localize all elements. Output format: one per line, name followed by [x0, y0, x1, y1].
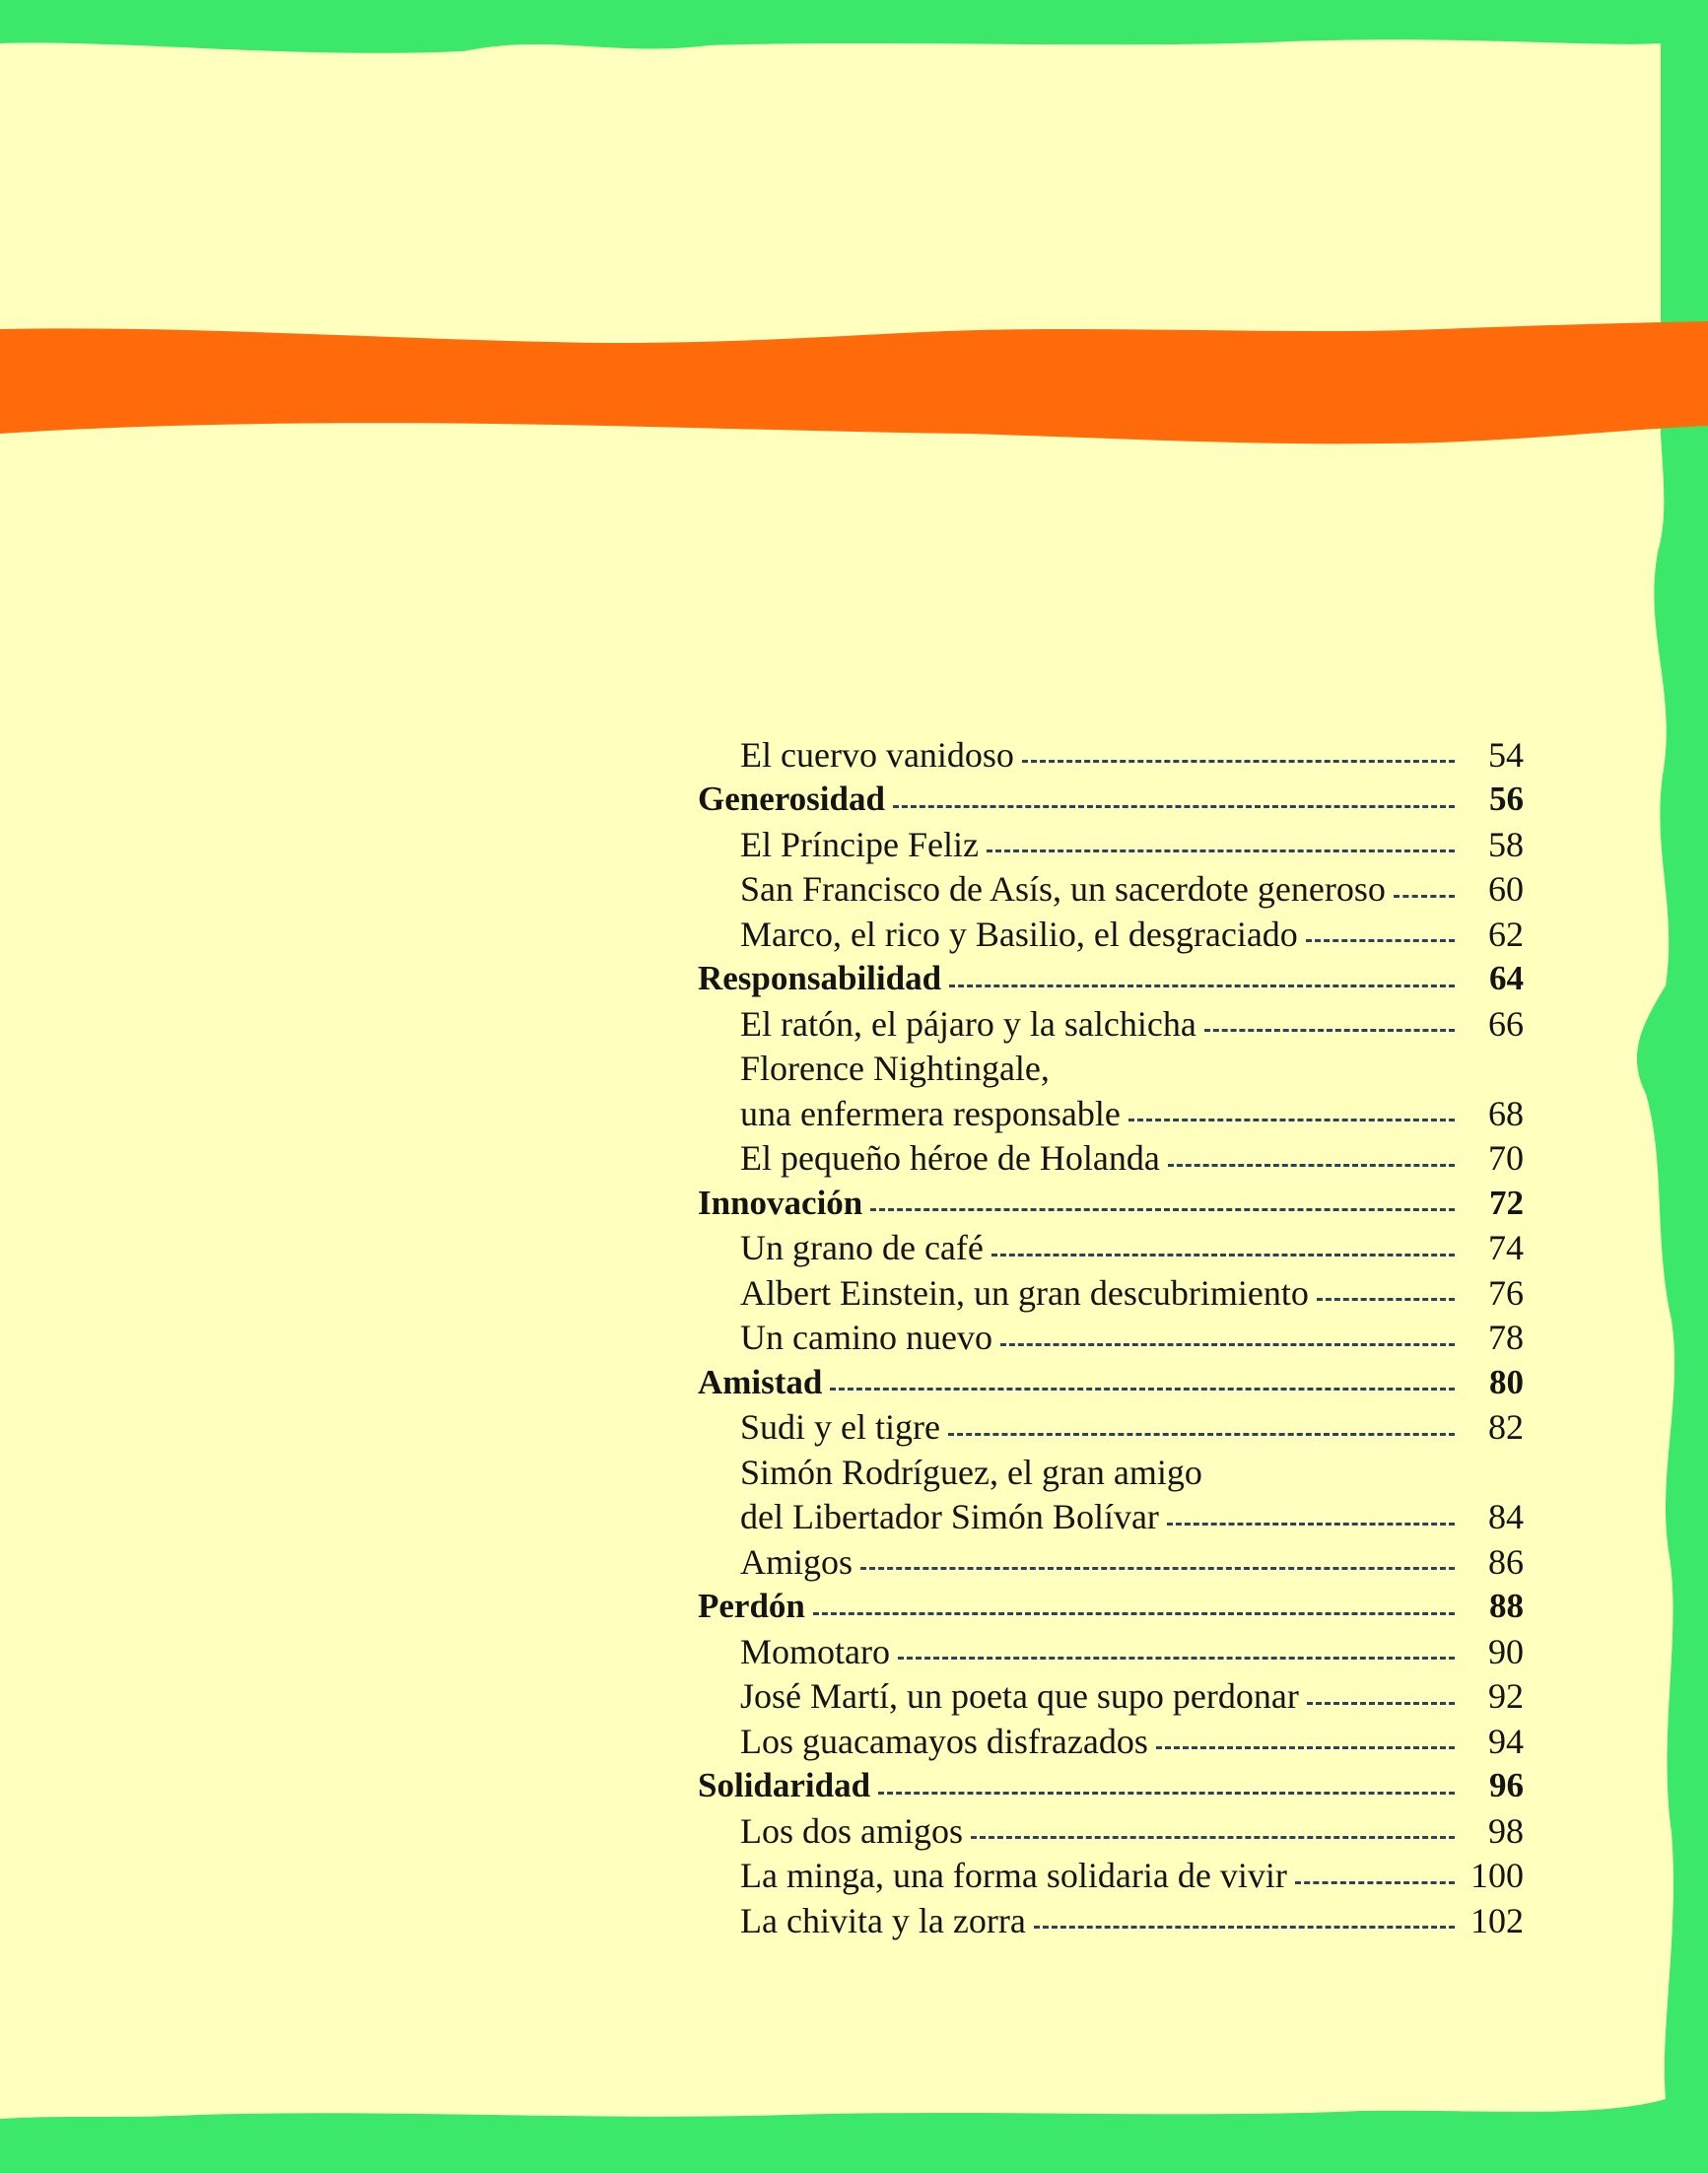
- toc-entry-title: Simón Rodríguez, el gran amigo: [740, 1452, 1202, 1492]
- toc-page-number: 76: [1488, 1272, 1524, 1313]
- dotted-leader: [971, 1830, 1455, 1839]
- toc-page-number: 80: [1489, 1362, 1524, 1401]
- toc-entry: [698, 1854, 1524, 1899]
- toc-page-number: 94: [1488, 1721, 1524, 1761]
- toc-section-entry: [698, 1181, 1524, 1226]
- toc-entry: [698, 1539, 1524, 1585]
- toc-entry-title: Responsabilidad: [698, 959, 942, 998]
- toc-page-number: 58: [1488, 824, 1524, 864]
- toc-entry-title: Florence Nightingale,: [740, 1049, 1050, 1089]
- toc-entry: [698, 1316, 1524, 1361]
- toc-section-entry: [698, 957, 1524, 1002]
- toc-section-entry: [698, 1360, 1524, 1405]
- toc-entry: [698, 1091, 1524, 1136]
- toc-entry-title: Albert Einstein, un gran descubrimiento: [740, 1272, 1309, 1313]
- toc-section-entry: [698, 1764, 1524, 1809]
- dotted-leader: [893, 799, 1455, 808]
- toc-page-number: 92: [1488, 1676, 1524, 1717]
- toc-page-number: 102: [1470, 1900, 1524, 1940]
- toc-entry-title: Un grano de café: [740, 1228, 984, 1268]
- dotted-leader: [1022, 754, 1455, 763]
- toc-page-number: 74: [1488, 1228, 1524, 1268]
- dotted-leader: [898, 1651, 1455, 1660]
- toc-entry-title: una enfermera responsable: [740, 1093, 1121, 1133]
- toc-entry-title: Los dos amigos: [740, 1810, 964, 1851]
- toc-entry: [698, 1136, 1524, 1182]
- toc-entry-title: Sudi y el tigre: [740, 1407, 940, 1448]
- dotted-leader: [1317, 1292, 1455, 1301]
- toc-entry: [698, 1898, 1524, 1943]
- toc-entry-title: El pequeño héroe de Holanda: [740, 1138, 1160, 1179]
- dotted-leader: [1204, 1023, 1455, 1032]
- toc-entry-title: Perdón: [698, 1587, 805, 1626]
- dotted-leader: [1168, 1158, 1455, 1167]
- toc-page-number: 98: [1488, 1810, 1524, 1851]
- dotted-leader: [813, 1606, 1455, 1615]
- toc-entry-title: Solidaridad: [698, 1766, 871, 1805]
- dotted-leader: [949, 979, 1455, 987]
- toc-page-number: 70: [1488, 1138, 1524, 1179]
- dotted-leader: [830, 1382, 1455, 1391]
- toc-entry-title: San Francisco de Asís, un sacerdote generoso: [740, 869, 1386, 910]
- toc-section-entry: [698, 1585, 1524, 1630]
- toc-entry: [698, 1226, 1524, 1271]
- toc-page-number: 90: [1488, 1631, 1524, 1671]
- toc-entry-title: Momotaro: [740, 1631, 890, 1671]
- dotted-leader: [987, 844, 1455, 852]
- toc-entry: [698, 912, 1524, 957]
- toc-entry-title: Amigos: [740, 1541, 854, 1582]
- toc-entry-title: Un camino nuevo: [740, 1318, 992, 1358]
- toc-page-number: 66: [1488, 1003, 1524, 1044]
- toc-page-number: 86: [1488, 1541, 1524, 1582]
- toc-page-number: 72: [1489, 1183, 1524, 1222]
- toc-page-number: 100: [1470, 1856, 1524, 1896]
- toc-entry-title: Innovación: [698, 1183, 863, 1222]
- toc-entry: [698, 867, 1524, 913]
- toc-page-number: 82: [1488, 1407, 1524, 1448]
- dotted-leader: [991, 1248, 1455, 1256]
- toc-entry-title: El ratón, el pájaro y la salchicha: [740, 1003, 1196, 1044]
- toc-page-number: 62: [1488, 914, 1524, 954]
- toc-entry-title: La chivita y la zorra: [740, 1900, 1026, 1940]
- toc-entry-title: José Martí, un poeta que supo perdonar: [740, 1676, 1299, 1717]
- dotted-leader: [870, 1202, 1455, 1211]
- dotted-leader: [1167, 1517, 1455, 1526]
- toc-entry-title: Marco, el rico y Basilio, el desgraciado: [740, 914, 1298, 954]
- dotted-leader: [1394, 889, 1455, 898]
- dotted-leader: [1306, 933, 1455, 942]
- toc-entry: [698, 1405, 1524, 1451]
- toc-page-number: 54: [1488, 734, 1524, 775]
- toc-entry-title: Amistad: [698, 1362, 823, 1401]
- toc-entry-title: El cuervo vanidoso: [740, 734, 1014, 775]
- dotted-leader: [1156, 1740, 1455, 1749]
- toc-entry: [698, 732, 1524, 778]
- toc-page-number: 64: [1489, 959, 1524, 998]
- dotted-leader: [1034, 1920, 1455, 1929]
- toc-entry: [698, 822, 1524, 867]
- toc-page-number: 88: [1489, 1587, 1524, 1626]
- dotted-leader: [1307, 1696, 1455, 1705]
- dotted-leader: [948, 1427, 1455, 1436]
- dotted-leader: [878, 1786, 1455, 1795]
- toc-page-number: 56: [1489, 780, 1524, 819]
- toc-entry-title: Generosidad: [698, 780, 885, 819]
- toc-entry-title: Los guacamayos disfrazados: [740, 1721, 1148, 1761]
- toc-page-number: 96: [1489, 1766, 1524, 1805]
- toc-page-number: 60: [1488, 869, 1524, 910]
- toc-entry-title: La minga, una forma solidaria de vivir: [740, 1856, 1287, 1896]
- dotted-leader: [1128, 1113, 1455, 1121]
- dotted-leader: [860, 1561, 1455, 1570]
- toc-entry: [698, 1808, 1524, 1854]
- toc-entry: [698, 1270, 1524, 1316]
- toc-entry: [698, 1674, 1524, 1720]
- toc-entry-title: del Libertador Simón Bolívar: [740, 1497, 1159, 1537]
- dotted-leader: [1000, 1337, 1455, 1346]
- toc-entry: [698, 1450, 1524, 1495]
- toc-page-number: 68: [1488, 1093, 1524, 1133]
- toc-entry-title: El Príncipe Feliz: [740, 824, 979, 864]
- toc-page-number: 84: [1488, 1497, 1524, 1537]
- toc-entry: [698, 1629, 1524, 1674]
- toc-entry: [698, 1719, 1524, 1764]
- toc-entry: [698, 1047, 1524, 1092]
- toc-section-entry: [698, 778, 1524, 823]
- toc-entry: [698, 1001, 1524, 1047]
- table-of-contents: [698, 732, 1524, 1943]
- dotted-leader: [1295, 1875, 1455, 1884]
- toc-page-number: 78: [1488, 1318, 1524, 1358]
- toc-entry: [698, 1495, 1524, 1540]
